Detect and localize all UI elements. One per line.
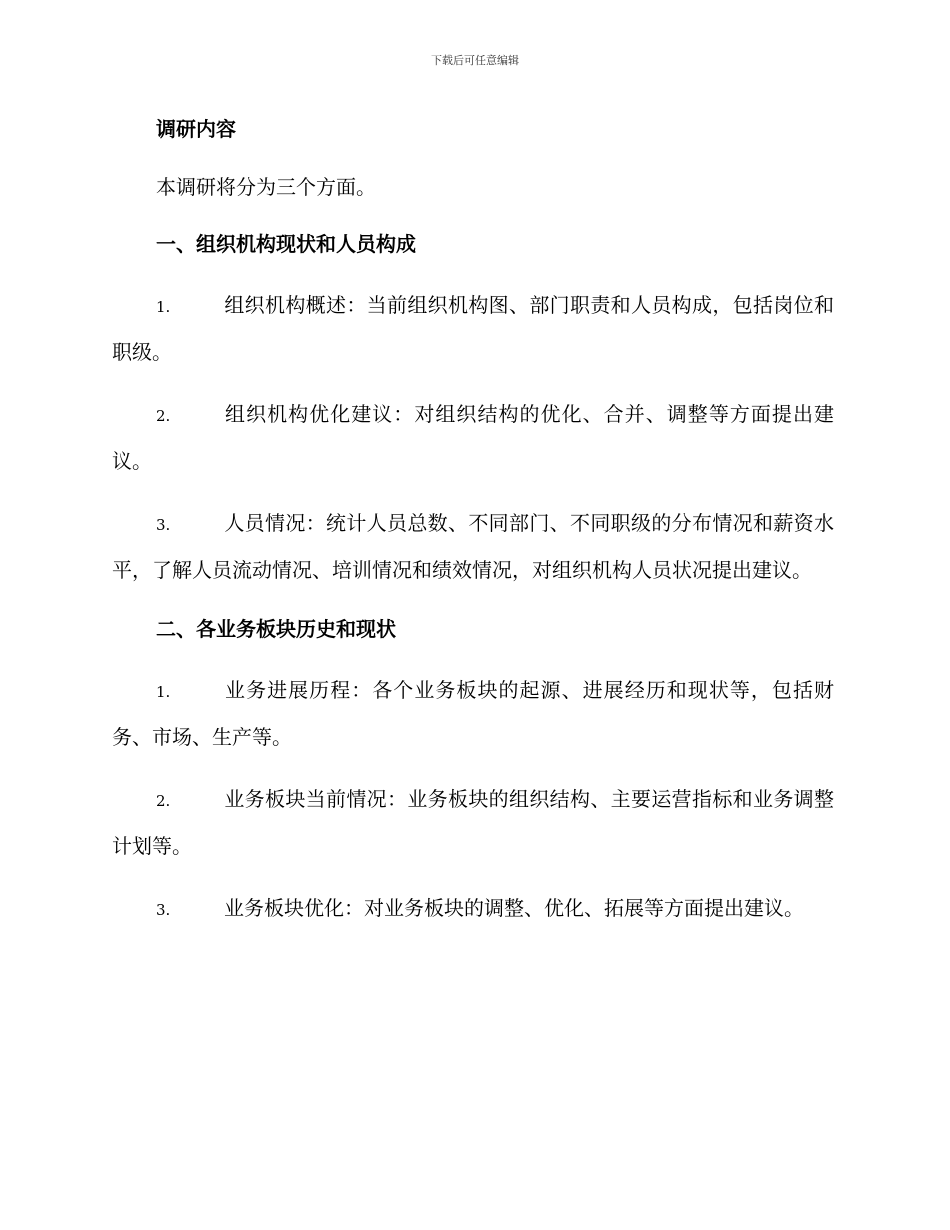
item-text: 组织机构概述：当前组织机构图、部门职责和人员构成，包括岗位和职级。 — [112, 293, 834, 364]
section-heading-2: 二、各业务板块历史和现状 — [156, 617, 396, 641]
item-text: 业务进展历程：各个业务板块的起源、进展经历和现状等，包括财务、市场、生产等。 — [112, 678, 834, 749]
list-item — [112, 886, 834, 933]
document-body — [112, 110, 834, 950]
item-number: 2. — [156, 407, 171, 425]
intro-paragraph: 本调研将分为三个方面。 — [156, 175, 376, 199]
item-text: 人员情况：统计人员总数、不同部门、不同职级的分布情况和薪资水平，了解人员流动情况、培训情况和绩效情况，对组织机构人员状况提出建议。 — [112, 511, 834, 582]
item-number: 1. — [156, 683, 171, 701]
item-number: 3. — [156, 901, 171, 919]
item-text: 业务板块当前情况：业务板块的组织结构、主要运营指标和业务调整计划等。 — [112, 787, 834, 858]
document-title: 调研内容 — [156, 117, 236, 141]
item-number: 3. — [156, 516, 171, 534]
page-header: 下载后可任意编辑 — [431, 54, 519, 67]
list-item — [112, 777, 834, 869]
item-text: 业务板块优化：对业务板块的调整、优化、拓展等方面提出建议。 — [224, 896, 804, 920]
item-text: 组织机构优化建议：对组织结构的优化、合并、调整等方面提出建议。 — [112, 402, 834, 473]
list-item — [112, 392, 834, 484]
list-item — [112, 283, 834, 375]
item-number: 2. — [156, 792, 171, 810]
list-item — [112, 668, 834, 760]
section-heading-1: 一、组织机构现状和人员构成 — [156, 232, 416, 256]
list-item — [112, 501, 834, 593]
item-number: 1. — [156, 298, 171, 316]
